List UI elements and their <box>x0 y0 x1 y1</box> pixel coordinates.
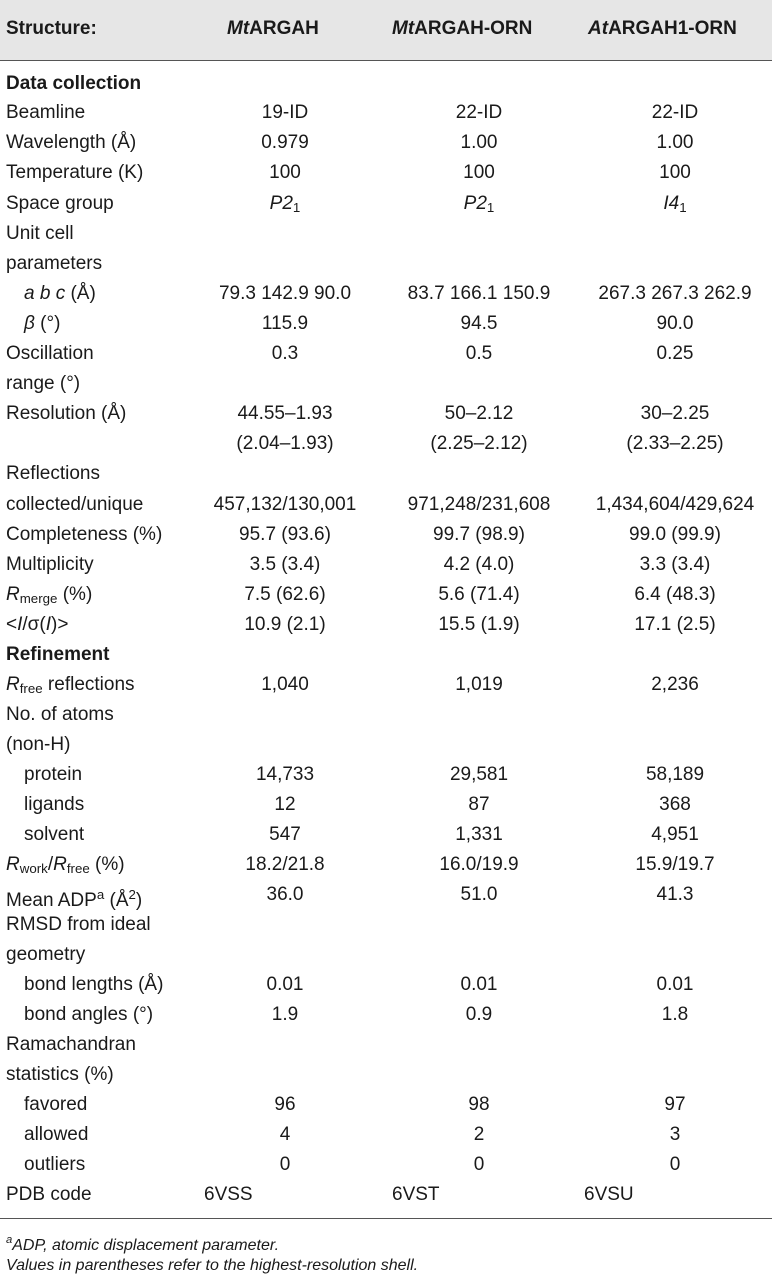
cell: 4.2 (4.0) <box>443 554 515 575</box>
cell: 6.4 (48.3) <box>634 584 716 605</box>
label-favored: favored <box>24 1094 88 1115</box>
label-wavelength: Wavelength (Å) <box>6 132 137 153</box>
cell: 16.0/19.9 <box>439 854 519 875</box>
cell: 0 <box>473 1154 485 1175</box>
cell: 15.5 (1.9) <box>438 614 520 635</box>
cell: 1,019 <box>455 674 503 695</box>
label-rama-2: statistics (%) <box>6 1064 114 1085</box>
label-protein: protein <box>24 764 83 785</box>
label-bond-angles: bond angles (°) <box>24 1004 154 1025</box>
label-oscillation-1: Oscillation <box>6 343 94 364</box>
cell: 3 <box>669 1124 681 1145</box>
cell: 6VSS <box>204 1184 253 1205</box>
cell: 1.00 <box>460 132 498 153</box>
label-outliers: outliers <box>24 1154 86 1175</box>
cell: 94.5 <box>460 313 498 334</box>
cell: 100 <box>659 162 691 183</box>
cell: 0.01 <box>266 974 304 995</box>
table-header <box>0 0 772 60</box>
cell: 15.9/19.7 <box>635 854 715 875</box>
cell: 100 <box>269 162 301 183</box>
header-col3: AtARGAH1-ORN <box>588 18 737 39</box>
label-unit-cell-1: Unit cell <box>6 223 74 244</box>
label-rmsd-1: RMSD from ideal <box>6 914 151 935</box>
cell: 0.01 <box>460 974 498 995</box>
label-oscillation-2: range (°) <box>6 373 81 394</box>
cell: 44.55–1.93 <box>237 403 333 424</box>
label-ligands: ligands <box>24 794 85 815</box>
cell: $P2_1$ <box>463 193 495 215</box>
cell: 22-ID <box>651 102 699 123</box>
cell: (2.25–2.12) <box>430 433 528 454</box>
cell: 1.8 <box>661 1004 689 1025</box>
cell: (2.33–2.25) <box>626 433 724 454</box>
label-beta: β (°) <box>24 313 61 334</box>
cell: 0.3 <box>271 343 299 364</box>
label-abc: a b c (Å) <box>24 283 96 304</box>
cell: 22-ID <box>455 102 503 123</box>
cell: 2,236 <box>651 674 699 695</box>
label-beamline: Beamline <box>6 102 86 123</box>
bottom-rule <box>0 1218 772 1219</box>
cell: 1,331 <box>455 824 503 845</box>
cell: 17.1 (2.5) <box>634 614 716 635</box>
cell: 1,040 <box>261 674 309 695</box>
label-space-group: Space group <box>6 193 114 214</box>
cell: 0.5 <box>465 343 493 364</box>
cell: 79.3 142.9 90.0 <box>218 283 352 304</box>
cell: 5.6 (71.4) <box>438 584 520 605</box>
label-atoms-2: (non-H) <box>6 734 71 755</box>
section-data-collection: Data collection <box>6 73 142 94</box>
cell: $I4_1$ <box>663 193 687 215</box>
cell: 7.5 (62.6) <box>244 584 326 605</box>
label-completeness: Completeness (%) <box>6 524 163 545</box>
label-resolution: Resolution (Å) <box>6 403 127 424</box>
cell: 99.0 (99.9) <box>629 524 721 545</box>
cell: 12 <box>274 794 296 815</box>
cell: 87 <box>468 794 490 815</box>
cell: 97 <box>664 1094 686 1115</box>
cell: 971,248/231,608 <box>407 494 551 515</box>
cell: 0.979 <box>261 132 309 153</box>
cell: 95.7 (93.6) <box>239 524 331 545</box>
cell: 10.9 (2.1) <box>244 614 326 635</box>
footnote-adp: $^a$ADP, atomic displacement parameter. <box>6 1234 280 1254</box>
label-temperature: Temperature (K) <box>6 162 144 183</box>
label-multiplicity: Multiplicity <box>6 554 94 575</box>
label-rmsd-2: geometry <box>6 944 86 965</box>
header-structure: Structure: <box>6 18 97 39</box>
cell: 30–2.25 <box>640 403 710 424</box>
label-reflections-2: collected/unique <box>6 494 144 515</box>
label-reflections-1: Reflections <box>6 463 100 484</box>
cell: 1.00 <box>656 132 694 153</box>
cell: 368 <box>659 794 691 815</box>
cell: 267.3 267.3 262.9 <box>598 283 752 304</box>
label-mean-adp: Mean ADP$^a$ $(Å^2)$ <box>6 887 143 911</box>
cell: $P2_1$ <box>269 193 301 215</box>
cell: 14,733 <box>255 764 315 785</box>
cell: 115.9 <box>261 313 309 334</box>
section-refinement: Refinement <box>6 644 110 665</box>
cell: 58,189 <box>645 764 705 785</box>
cell: 0.9 <box>465 1004 493 1025</box>
cell: 99.7 (98.9) <box>433 524 525 545</box>
cell: 19-ID <box>261 102 309 123</box>
cell: 1.9 <box>271 1004 299 1025</box>
cell: 98 <box>468 1094 490 1115</box>
cell: 3.3 (3.4) <box>639 554 711 575</box>
label-solvent: solvent <box>24 824 85 845</box>
label-rama-1: Ramachandran <box>6 1034 136 1055</box>
cell: 36.0 <box>266 884 304 905</box>
cell: 1,434,604/429,624 <box>595 494 755 515</box>
header-col2: MtARGAH-ORN <box>392 18 533 39</box>
label-rwork-rfree: $R_{work}/R_{free}$ (%) <box>6 854 125 876</box>
label-i-sigma: <I/σ(I)> <box>6 614 69 635</box>
cell: 90.0 <box>656 313 694 334</box>
cell: 29,581 <box>449 764 509 785</box>
label-unit-cell-2: parameters <box>6 253 103 274</box>
label-atoms-1: No. of atoms <box>6 704 114 725</box>
cell: 4,951 <box>651 824 699 845</box>
cell: 100 <box>463 162 495 183</box>
cell: 51.0 <box>460 884 498 905</box>
header-col1: MtARGAH <box>227 18 319 39</box>
cell: 18.2/21.8 <box>245 854 325 875</box>
cell: 0 <box>279 1154 291 1175</box>
label-pdb-code: PDB code <box>6 1184 92 1205</box>
cell: 547 <box>269 824 301 845</box>
cell: 457,132/130,001 <box>213 494 357 515</box>
cell: 6VST <box>392 1184 440 1205</box>
cell: 83.7 166.1 150.9 <box>407 283 551 304</box>
cell: 2 <box>473 1124 485 1145</box>
cell: 0 <box>669 1154 681 1175</box>
footnote-parentheses: Values in parentheses refer to the highest-resolution shell. <box>6 1257 419 1274</box>
label-allowed: allowed <box>24 1124 89 1145</box>
cell: 0.01 <box>656 974 694 995</box>
header-rule <box>0 60 772 61</box>
cell: 0.25 <box>656 343 694 364</box>
label-rfree-reflections: $R_{free}$ reflections <box>6 674 135 696</box>
cell: 3.5 (3.4) <box>249 554 321 575</box>
label-rmerge: $R_{merge}$ (%) <box>6 584 93 606</box>
cell: 41.3 <box>656 884 694 905</box>
cell: (2.04–1.93) <box>236 433 334 454</box>
cell: 50–2.12 <box>444 403 514 424</box>
cell: 6VSU <box>584 1184 634 1205</box>
cell: 4 <box>279 1124 291 1145</box>
cell: 96 <box>274 1094 296 1115</box>
label-bond-lengths: bond lengths (Å) <box>24 974 164 995</box>
